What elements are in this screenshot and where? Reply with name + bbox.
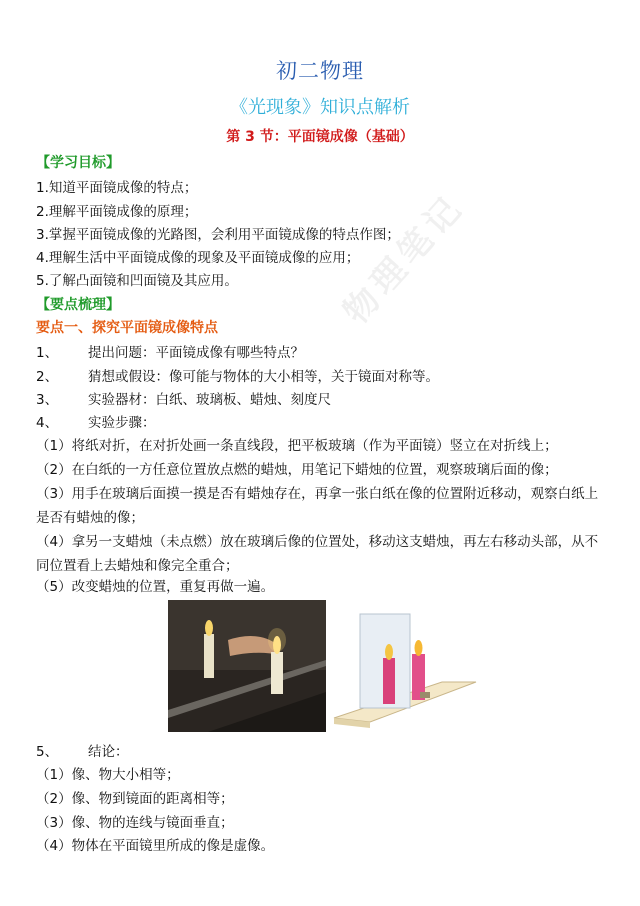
conclusion-label: 结论： xyxy=(88,744,129,760)
conclusion-item: （3）像、物的连线与镜面垂直； xyxy=(36,815,234,831)
conclusion-number: 5、 xyxy=(36,744,59,760)
goal-item: 5.了解凸面镜和凹面镜及其应用。 xyxy=(36,273,238,289)
procedure-item: （1）将纸对折，在对折处画一条直线段，把平板玻璃（作为平面镜）竖立在对折线上； xyxy=(36,438,558,454)
step-item xyxy=(36,367,439,387)
points-heading: 【要点梳理】 xyxy=(36,297,120,313)
procedure-item: （3）用手在玻璃后面摸一摸是否有蜡烛存在，再拿一张白纸在像的位置附近移动，观察白纸上是否有蜡烛的像； xyxy=(36,486,599,526)
experiment-illustration xyxy=(330,600,480,732)
goal-item: 2.理解平面镜成像的原理； xyxy=(36,204,198,220)
step-text: 猜想或假设：像可能与物体的大小相等，关于镜面对称等。 xyxy=(88,369,439,385)
step-item xyxy=(36,413,156,433)
goal-item: 3.掌握平面镜成像的光路图，会利用平面镜成像的特点作图； xyxy=(36,227,400,243)
conclusion-item: （4）物体在平面镜里所成的像是虚像。 xyxy=(36,838,275,854)
conclusion-heading xyxy=(36,742,129,762)
step-text: 实验器材：白纸、玻璃板、蜡烛、刻度尺 xyxy=(88,392,331,408)
page-subtitle: 《光现象》知识点解析 xyxy=(230,97,410,118)
goal-item: 4.理解生活中平面镜成像的现象及平面镜成像的应用； xyxy=(36,250,360,266)
point1-title: 要点一、探究平面镜成像特点 xyxy=(36,320,218,336)
step-number: 2、 xyxy=(36,369,59,385)
experiment-photo xyxy=(168,600,326,732)
goal-item: 1.知道平面镜成像的特点； xyxy=(36,180,198,196)
goals-heading: 【学习目标】 xyxy=(36,155,120,171)
step-text: 实验步骤： xyxy=(88,415,156,431)
step-number: 1、 xyxy=(36,345,59,361)
procedure-item: （5）改变蜡烛的位置，重复再做一遍。 xyxy=(36,579,275,595)
conclusion-item: （1）像、物大小相等； xyxy=(36,767,180,783)
step-item xyxy=(36,343,304,363)
step-number: 3、 xyxy=(36,392,59,408)
procedure-item: （4）拿另一支蜡烛（未点燃）放在玻璃后像的位置处，移动这支蜡烛，再左右移动头部，从不同位置看上去蜡烛和像完全重合； xyxy=(36,534,599,574)
conclusion-item: （2）像、物到镜面的距离相等； xyxy=(36,791,234,807)
step-number: 4、 xyxy=(36,415,59,431)
procedure-item: （2）在白纸的一方任意位置放点燃的蜡烛，用笔记下蜡烛的位置，观察玻璃后面的像； xyxy=(36,462,558,478)
step-text: 提出问题：平面镜成像有哪些特点？ xyxy=(88,345,304,361)
page-title: 初二物理 xyxy=(276,59,364,83)
step-item xyxy=(36,390,331,410)
section-title: 第 3 节：平面镜成像（基础） xyxy=(226,129,414,145)
watermark: 物理笔记 xyxy=(335,186,473,333)
